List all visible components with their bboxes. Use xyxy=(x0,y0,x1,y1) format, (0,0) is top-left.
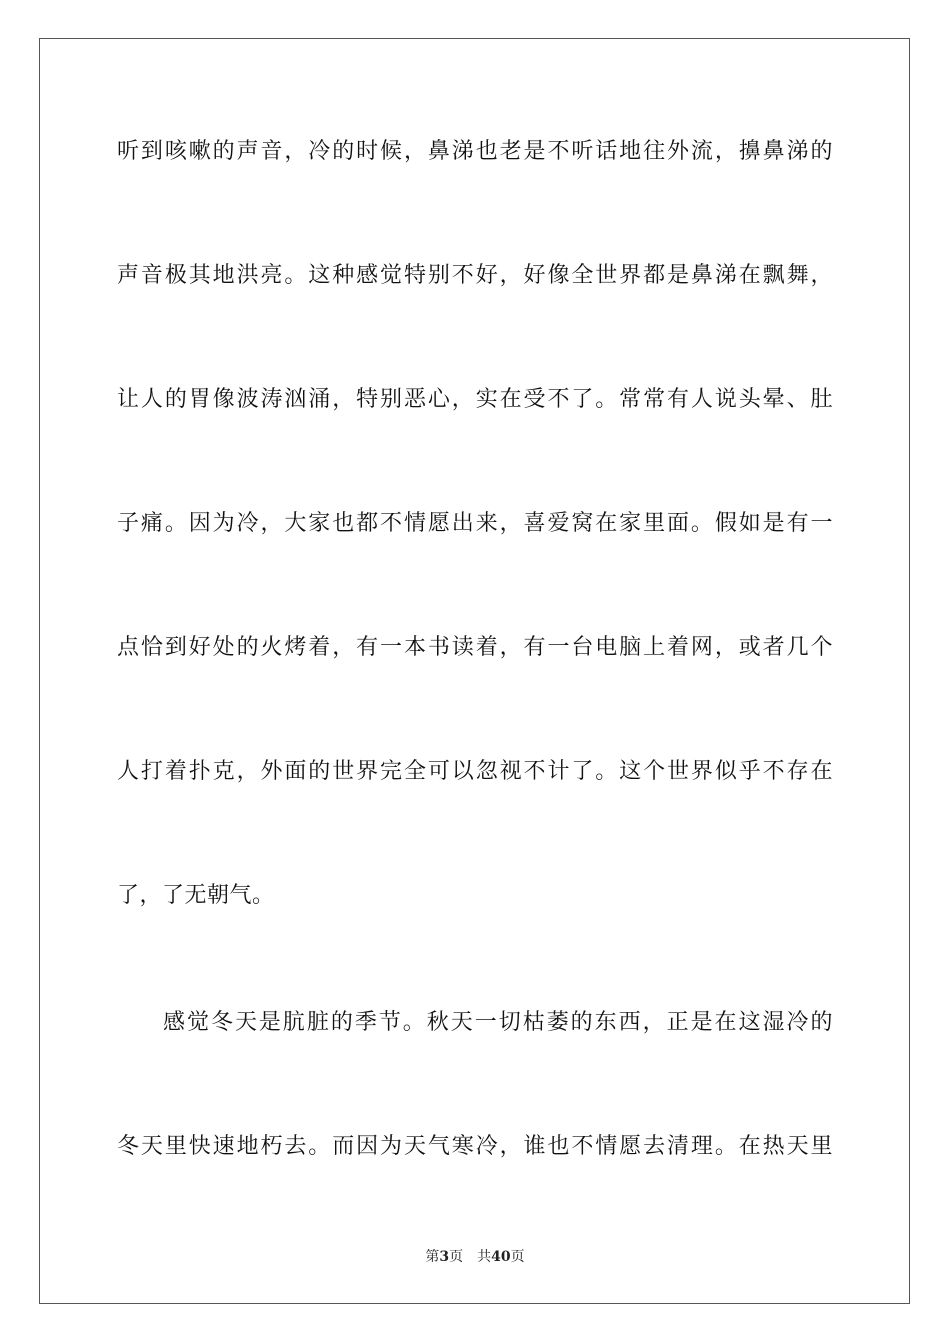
body-line-3: 让人的胃像波涛汹涌，特别恶心，实在受不了。常常有人说头晕、肚 xyxy=(117,387,833,412)
body-line-1: 听到咳嗽的声音，冷的时候，鼻涕也老是不听话地往外流，擤鼻涕的 xyxy=(117,139,833,164)
page-border xyxy=(39,38,910,1304)
body-line-4: 子痛。因为冷，大家也都不情愿出来，喜爱窝在家里面。假如是有一 xyxy=(117,511,833,536)
footer-total-suffix: 页 xyxy=(510,1249,525,1265)
footer-page-suffix: 页 xyxy=(449,1249,464,1265)
footer-total-pages: 40 xyxy=(491,1249,511,1265)
body-line-7: 了，了无朝气。 xyxy=(117,883,275,908)
body-line-5: 点恰到好处的火烤着，有一本书读着，有一台电脑上着网，或者几个 xyxy=(117,635,833,660)
footer-page-number: 3 xyxy=(439,1249,450,1265)
body-line-2: 声音极其地洪亮。这种感觉特别不好，好像全世界都是鼻涕在飘舞， xyxy=(117,263,833,288)
body-line-9: 冬天里快速地朽去。而因为天气寒冷，谁也不情愿去清理。在热天里 xyxy=(117,1134,833,1159)
body-line-8: 感觉冬天是肮脏的季节。秋天一切枯萎的东西，正是在这湿冷的 xyxy=(163,1010,833,1035)
page-footer xyxy=(0,1248,950,1266)
footer-page-prefix: 第 xyxy=(425,1249,440,1265)
footer-total-prefix: 共 xyxy=(477,1249,492,1265)
body-line-6: 人打着扑克，外面的世界完全可以忽视不计了。这个世界似乎不存在 xyxy=(117,759,833,784)
